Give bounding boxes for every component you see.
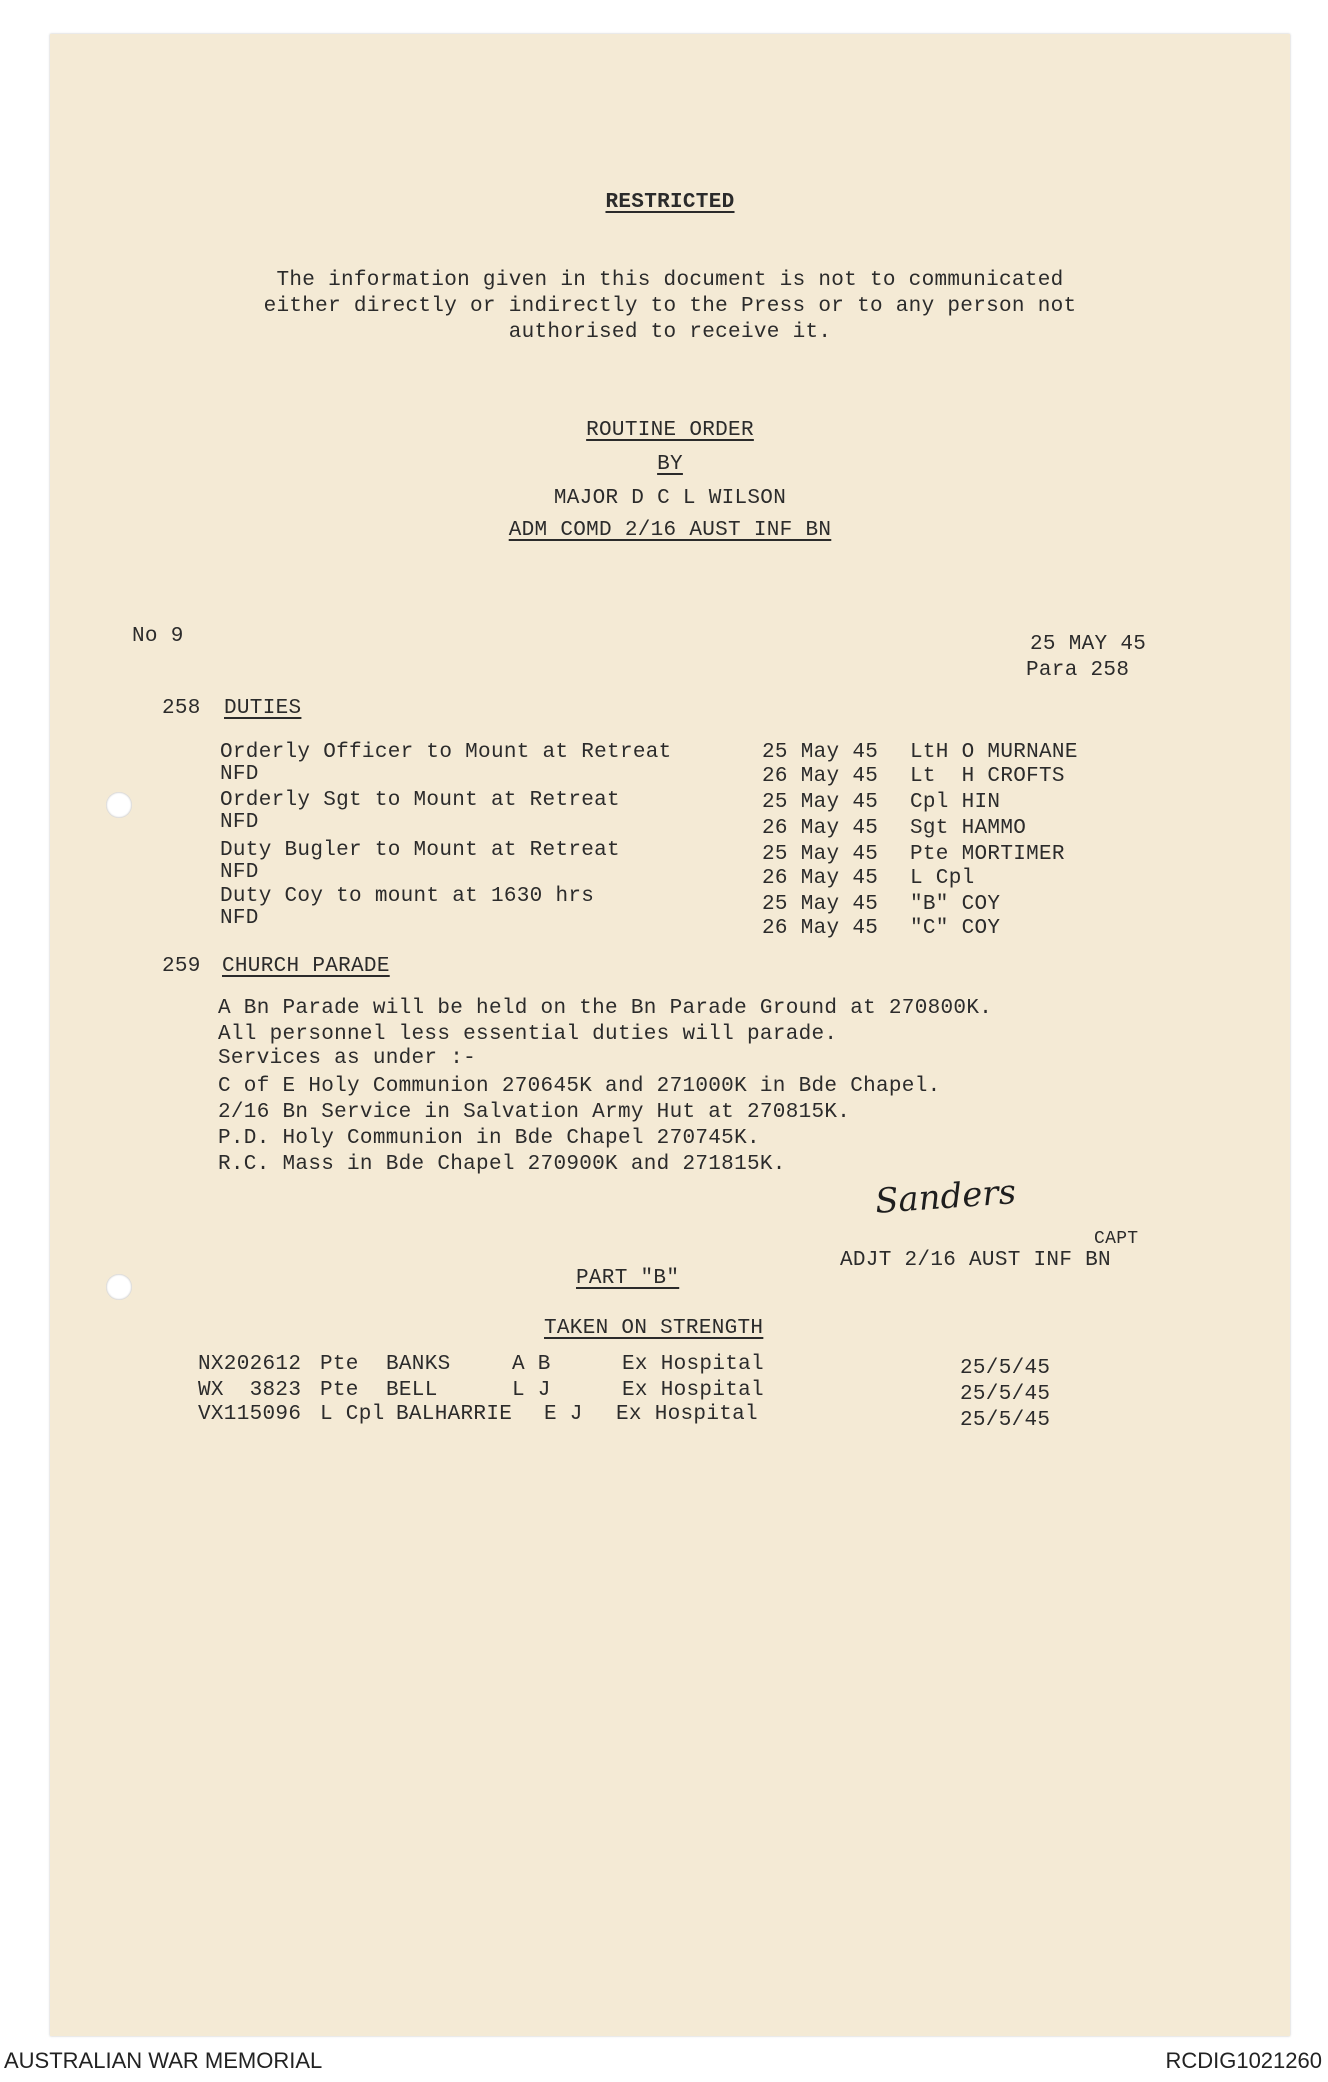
duty-label: NFD — [220, 907, 259, 930]
duty-date: 26 May 45 — [762, 765, 879, 788]
punch-hole-top — [106, 792, 132, 818]
duties-heading: DUTIES — [224, 697, 302, 720]
punch-hole-bottom — [106, 1274, 132, 1300]
strength-initials: A B — [512, 1353, 551, 1376]
order-by: BY — [657, 453, 683, 476]
strength-date: 25/5/45 — [960, 1383, 1051, 1406]
church-line: Services as under :- — [218, 1047, 477, 1070]
duty-date: 25 May 45 — [762, 791, 879, 814]
duty-date: 25 May 45 — [762, 843, 879, 866]
strength-rank: L Cpl — [320, 1403, 385, 1426]
duty-label: Orderly Sgt to Mount at Retreat — [220, 789, 620, 812]
strength-name: BALHARRIE — [396, 1403, 513, 1426]
duty-date: 26 May 45 — [762, 917, 879, 940]
strength-name: BANKS — [386, 1353, 451, 1376]
officer-name: MAJOR D C L WILSON — [553, 487, 787, 510]
unit-name: ADM COMD 2/16 AUST INF BN — [508, 519, 832, 542]
strength-name: BELL — [386, 1379, 438, 1402]
document-page — [50, 34, 1290, 2036]
notice-line-1: The information given in this document is not to communicated — [276, 269, 1064, 292]
strength-date: 25/5/45 — [960, 1409, 1051, 1432]
footer-archive-name: AUSTRALIAN WAR MEMORIAL — [4, 2048, 323, 2073]
signature-title: ADJT 2/16 AUST INF BN — [840, 1249, 1111, 1272]
duty-date: 25 May 45 — [762, 741, 879, 764]
order-number: No 9 — [132, 625, 184, 648]
duty-name: Lt H CROFTS — [910, 765, 1065, 788]
duty-label: Duty Coy to mount at 1630 hrs — [220, 885, 595, 908]
duty-name: "C" COY — [910, 917, 1001, 940]
church-line: All personnel less essential duties will parade. — [218, 1023, 838, 1046]
duty-label: Orderly Officer to Mount at Retreat — [220, 741, 672, 764]
taken-on-strength-heading: TAKEN ON STRENGTH — [544, 1317, 764, 1340]
duty-date: 26 May 45 — [762, 817, 879, 840]
duty-label: NFD — [220, 811, 259, 834]
strength-initials: E J — [544, 1403, 583, 1426]
footer-record-id: RCDIG1021260 — [1165, 2048, 1322, 2073]
strength-initials: L J — [512, 1379, 551, 1402]
church-line: A Bn Parade will be held on the Bn Parade Ground at 270800K. — [218, 997, 993, 1020]
strength-remark: Ex Hospital — [616, 1403, 758, 1426]
duty-label: NFD — [220, 763, 259, 786]
duty-date: 25 May 45 — [762, 893, 879, 916]
strength-remark: Ex Hospital — [622, 1353, 764, 1376]
notice-line-3: authorised to receive it. — [508, 321, 832, 344]
duties-number: 258 — [162, 697, 201, 720]
church-number: 259 — [162, 955, 201, 978]
notice-line-2: either directly or indirectly to the Press or to any person not — [263, 295, 1077, 318]
church-line: 2/16 Bn Service in Salvation Army Hut at 270815K. — [218, 1101, 851, 1124]
order-date: 25 MAY 45 — [1030, 633, 1147, 656]
church-line: C of E Holy Communion 270645K and 271000K in Bde Chapel. — [218, 1075, 941, 1098]
classification-heading: RESTRICTED — [605, 191, 735, 214]
order-title: ROUTINE ORDER — [586, 419, 754, 442]
strength-remark: Ex Hospital — [622, 1379, 764, 1402]
duty-label: NFD — [220, 861, 259, 884]
strength-rank: Pte — [320, 1353, 359, 1376]
strength-rank: Pte — [320, 1379, 359, 1402]
strength-number: NX202612 — [198, 1353, 302, 1376]
church-line: P.D. Holy Communion in Bde Chapel 270745K. — [218, 1127, 760, 1150]
church-line: R.C. Mass in Bde Chapel 270900K and 271815K. — [218, 1153, 786, 1176]
duty-label: Duty Bugler to Mount at Retreat — [220, 839, 620, 862]
strength-date: 25/5/45 — [960, 1357, 1051, 1380]
strength-number: WX 3823 — [198, 1379, 302, 1402]
duty-name: "B" COY — [910, 893, 1001, 916]
duty-name: Pte MORTIMER — [910, 843, 1065, 866]
part-b-heading: PART "B" — [576, 1267, 680, 1290]
duty-name: Sgt HAMMO — [910, 817, 1027, 840]
para-number: Para 258 — [1026, 659, 1130, 682]
duty-name: L Cpl — [910, 867, 975, 890]
duty-name: LtH O MURNANE — [910, 741, 1078, 764]
church-heading: CHURCH PARADE — [222, 955, 390, 978]
duty-name: Cpl HIN — [910, 791, 1001, 814]
signature-rank: CAPT — [1094, 1229, 1139, 1249]
strength-number: VX115096 — [198, 1403, 302, 1426]
duty-date: 26 May 45 — [762, 867, 879, 890]
signature-scrawl: Sanders — [873, 1172, 1018, 1222]
